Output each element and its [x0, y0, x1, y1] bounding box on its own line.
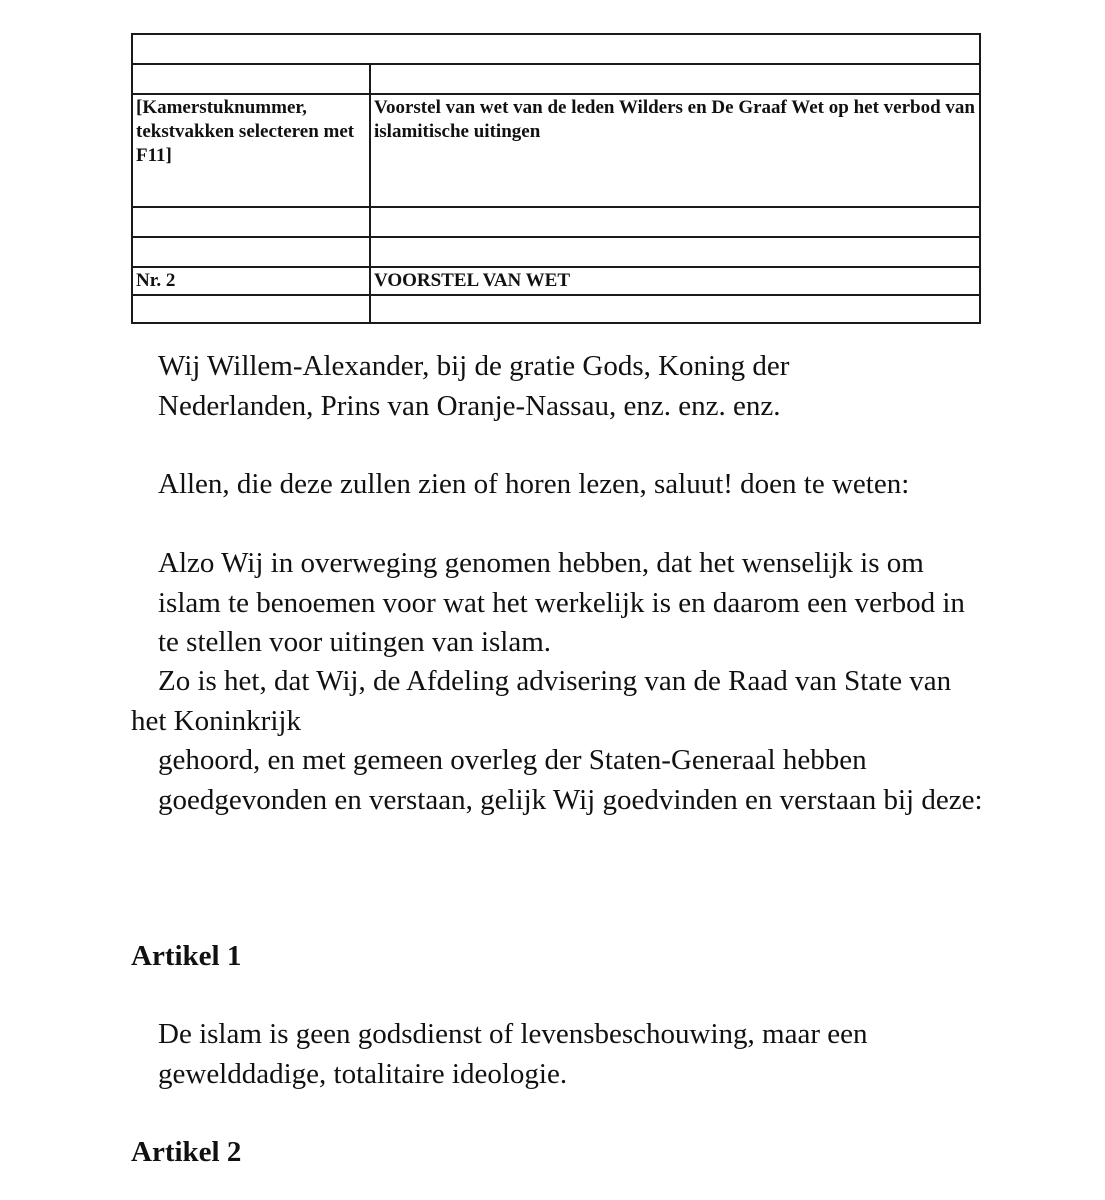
- council-paragraph: Zo is het, dat Wij, de Afdeling advisering van de Raad van State van het Koninkrijk: [131, 665, 952, 737]
- table-row: [132, 267, 980, 295]
- table-row: [132, 237, 980, 267]
- table-cell-empty: [370, 64, 980, 94]
- table-cell-empty: [132, 207, 370, 237]
- bill-title-cell: Voorstel van wet van de leden Wilders en De Graaf Wet op het verbod van islamitische uitingen: [370, 94, 980, 207]
- article-2-heading: Artikel 2: [131, 1136, 242, 1168]
- document-type-cell: VOORSTEL VAN WET: [370, 267, 980, 295]
- table-cell-empty: [370, 295, 980, 323]
- table-cell-empty: [132, 295, 370, 323]
- table-cell-empty: [132, 34, 980, 64]
- article-1-text: De islam is geen godsdienst of levensbeschouwing, maar een gewelddadige, totalitaire ideologie.: [158, 1018, 868, 1090]
- greeting-paragraph: Allen, die deze zullen zien of horen lezen, saluut! doen te weten:: [158, 468, 910, 500]
- decree-paragraph: gehoord, en met gemeen overleg der Staten-Generaal hebben goedgevonden en verstaan, gelijk Wij goedvinden en verstaan bij deze:: [158, 744, 983, 816]
- article-1-heading: Artikel 1: [131, 940, 242, 972]
- document-number-cell: Nr. 2: [132, 267, 370, 295]
- kamerstuknummer-cell: [Kamerstuknummer, tekstvakken selecteren met F11]: [132, 94, 370, 207]
- table-row: [132, 94, 980, 207]
- consideration-paragraph: Alzo Wij in overweging genomen hebben, dat het wenselijk is om islam te benoemen voor wat het werkelijk is en daarom een verbod in te stellen voor uitingen van islam.: [158, 547, 965, 658]
- table-row: [132, 207, 980, 237]
- table-cell-empty: [132, 237, 370, 267]
- table-cell-empty: [132, 64, 370, 94]
- table-cell-empty: [370, 207, 980, 237]
- table-cell-empty: [370, 237, 980, 267]
- table-row: [132, 295, 980, 323]
- header-table: [131, 33, 981, 324]
- table-row: [132, 64, 980, 94]
- preamble-paragraph: Wij Willem-Alexander, bij de gratie Gods, Koning der Nederlanden, Prins van Oranje-Nassau, enz. enz. enz.: [158, 350, 790, 422]
- table-row: [132, 34, 980, 64]
